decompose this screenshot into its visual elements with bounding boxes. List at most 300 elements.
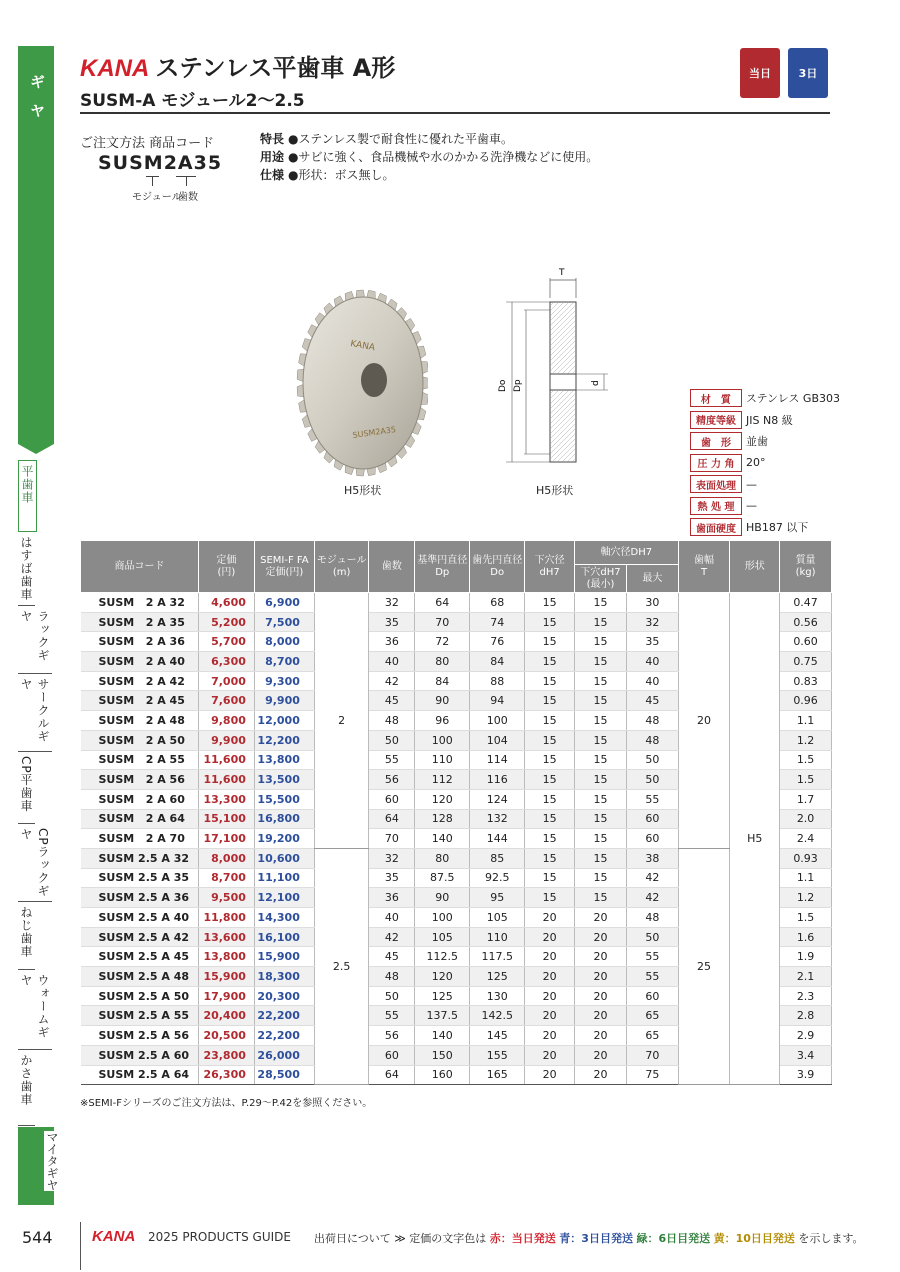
table-cell: 48	[626, 908, 678, 928]
table-cell: 95	[470, 888, 525, 908]
table-cell: 13,800	[198, 947, 254, 967]
table-cell: SUSM 2.5 A 40	[81, 908, 199, 928]
table-cell: 92.5	[470, 868, 525, 888]
table-cell: 20	[575, 1045, 627, 1065]
table-cell: 1.5	[780, 770, 832, 790]
table-cell: 20	[575, 1026, 627, 1046]
table-cell: 2.3	[780, 986, 832, 1006]
table-cell: 56	[369, 770, 415, 790]
table-cell: 20	[575, 947, 627, 967]
table-cell: 80	[415, 848, 470, 868]
table-cell: 20,300	[254, 986, 314, 1006]
table-cell: 65	[626, 1006, 678, 1026]
table-cell: 64	[369, 809, 415, 829]
legend-green: 緑：6日目発送	[636, 1232, 711, 1245]
table-cell: 20	[575, 967, 627, 987]
table-cell: 117.5	[470, 947, 525, 967]
table-cell: 165	[470, 1065, 525, 1085]
feature-row: 用途 ●サビに強く、食品機械や水のかかる洗浄機などに使用。	[260, 150, 599, 164]
order-module-label: モジュール	[132, 192, 182, 203]
table-cell: 1.5	[780, 750, 832, 770]
header-divider	[80, 112, 830, 114]
table-cell: 3.4	[780, 1045, 832, 1065]
table-cell: 15	[575, 888, 627, 908]
table-cell: 26,000	[254, 1045, 314, 1065]
table-cell: 16,800	[254, 809, 314, 829]
brand-logo: KANA	[80, 55, 150, 82]
table-cell: SUSM 2.5 A 64	[81, 1065, 199, 1085]
table-cell: 2.5	[314, 848, 369, 1084]
table-cell: 15	[575, 691, 627, 711]
sidebar-item-cp-rack[interactable]: CPラックギヤ	[18, 824, 52, 902]
table-cell: 7,500	[254, 612, 314, 632]
table-cell: SUSM 2.5 A 35	[81, 868, 199, 888]
table-cell: 15	[575, 730, 627, 750]
table-cell: 14,300	[254, 908, 314, 928]
table-cell: 20	[525, 967, 575, 987]
table-cell: 40	[369, 652, 415, 672]
table-cell: SUSM 2 A 45	[81, 691, 199, 711]
table-cell: 48	[369, 711, 415, 731]
th-semi: SEMI-F FA 定価(円)	[254, 541, 314, 593]
table-cell: SUSM 2 A 40	[81, 652, 199, 672]
module-tick-bar	[146, 176, 159, 177]
table-cell: 80	[415, 652, 470, 672]
table-cell: 130	[470, 986, 525, 1006]
th-do: 歯先円直径 Do	[470, 541, 525, 593]
table-cell: 11,800	[198, 908, 254, 928]
th-module: モジュール (m)	[314, 541, 369, 593]
table-cell: SUSM 2.5 A 50	[81, 986, 199, 1006]
spec-row: 材 質 ステンレス GB303	[690, 388, 840, 408]
table-cell: 9,900	[198, 730, 254, 750]
table-cell: 8,000	[254, 632, 314, 652]
table-cell: 7,000	[198, 671, 254, 691]
page-subtitle: SUSM-A モジュール2〜2.5	[80, 91, 305, 111]
table-cell: 9,800	[198, 711, 254, 731]
table-cell: 8,700	[254, 652, 314, 672]
table-cell: 20	[525, 1006, 575, 1026]
table-cell: 13,300	[198, 789, 254, 809]
table-cell: 28,500	[254, 1065, 314, 1085]
table-cell: 105	[415, 927, 470, 947]
table-cell: 48	[626, 711, 678, 731]
table-cell: 0.83	[780, 671, 832, 691]
table-cell: 50	[626, 770, 678, 790]
table-cell: 15	[525, 691, 575, 711]
table-cell: 55	[626, 789, 678, 809]
sidebar-item-worm[interactable]: ウォームギヤ	[18, 970, 52, 1050]
table-cell: 2.9	[780, 1026, 832, 1046]
table-cell: 1.5	[780, 908, 832, 928]
table-cell: SUSM 2.5 A 42	[81, 927, 199, 947]
table-cell: 1.7	[780, 789, 832, 809]
th-shaft-min: 下穴dH7 (最小)	[575, 565, 627, 593]
table-cell: 19,200	[254, 829, 314, 849]
table-cell: 45	[626, 691, 678, 711]
table-cell: 5,700	[198, 632, 254, 652]
table-cell: 2.4	[780, 829, 832, 849]
drawing-caption: H5形状	[536, 484, 574, 497]
table-cell: 155	[470, 1045, 525, 1065]
table-cell: SUSM 2 A 36	[81, 632, 199, 652]
table-cell: 76	[470, 632, 525, 652]
th-shaft: 軸穴径DH7	[575, 541, 679, 565]
title-text: ステンレス平歯車 A形	[155, 54, 396, 82]
table-cell: 20	[525, 1026, 575, 1046]
th-width: 歯幅 T	[678, 541, 730, 593]
table-cell: 60	[369, 1045, 415, 1065]
table-cell: 94	[470, 691, 525, 711]
sidebar-item-rack[interactable]: ラックギヤ	[18, 606, 52, 674]
gear-photo	[288, 288, 428, 478]
table-cell: 125	[415, 986, 470, 1006]
table-cell: 1.6	[780, 927, 832, 947]
table-cell: 17,100	[198, 829, 254, 849]
table-cell: SUSM 2.5 A 55	[81, 1006, 199, 1026]
table-cell: 125	[470, 967, 525, 987]
photo-caption: H5形状	[344, 484, 382, 497]
table-cell: 50	[369, 986, 415, 1006]
table-cell: 20	[525, 1065, 575, 1085]
table-cell: 55	[369, 750, 415, 770]
badge-same-day: 当日	[749, 67, 771, 80]
table-cell: SUSM 2 A 55	[81, 750, 199, 770]
table-cell: 50	[369, 730, 415, 750]
table-cell: 45	[369, 947, 415, 967]
table-cell: 1.9	[780, 947, 832, 967]
table-cell: 2.8	[780, 1006, 832, 1026]
table-cell: 15	[575, 652, 627, 672]
th-code: 商品コード	[81, 541, 199, 593]
table-cell: 15	[575, 809, 627, 829]
table-cell: 13,500	[254, 770, 314, 790]
table-cell: 15	[525, 612, 575, 632]
spec-row: 歯 形 並歯	[690, 431, 840, 451]
table-cell: 15	[575, 632, 627, 652]
product-table-body	[81, 593, 832, 1085]
footer-shipping-legend: 出荷日について ≫ 定価の文字色は 赤：当日発送 青：3日目発送 緑：6日目発送 黄：10日目発送 を示します。	[314, 1232, 864, 1245]
table-cell: 60	[626, 986, 678, 1006]
table-cell: 6,900	[254, 593, 314, 613]
teeth-tick	[186, 176, 187, 186]
table-cell: 15	[525, 848, 575, 868]
table-cell: 40	[626, 671, 678, 691]
page-title	[80, 48, 395, 83]
table-cell: 35	[369, 868, 415, 888]
table-cell: SUSM 2.5 A 32	[81, 848, 199, 868]
table-cell: 20	[575, 1006, 627, 1026]
sidebar-item-miter[interactable]: マイタギヤ	[45, 1131, 59, 1191]
table-cell: 9,500	[198, 888, 254, 908]
table-cell: 0.93	[780, 848, 832, 868]
table-cell: 11,600	[198, 750, 254, 770]
table-cell: 0.47	[780, 593, 832, 613]
table-cell: 36	[369, 632, 415, 652]
table-cell: 15	[575, 848, 627, 868]
table-cell: 15	[525, 711, 575, 731]
table-cell: 15	[525, 868, 575, 888]
table-cell: 1.2	[780, 730, 832, 750]
table-cell: 2	[314, 593, 369, 849]
table-cell: 15	[525, 632, 575, 652]
dim-do-label: Do	[498, 379, 508, 392]
legend-yellow: 黄：10日目発送	[713, 1232, 795, 1245]
table-cell: 90	[415, 691, 470, 711]
table-cell: SUSM 2.5 A 45	[81, 947, 199, 967]
table-cell: 55	[626, 947, 678, 967]
table-cell: 1.2	[780, 888, 832, 908]
table-cell: 96	[415, 711, 470, 731]
legend-red: 赤：当日発送	[489, 1232, 556, 1245]
table-cell: 15	[525, 671, 575, 691]
sidebar-item-circle[interactable]: サークルギヤ	[18, 674, 52, 752]
order-teeth-label: 歯数	[178, 192, 198, 203]
table-cell: 12,100	[254, 888, 314, 908]
table-cell: 50	[626, 750, 678, 770]
table-cell: 20	[525, 947, 575, 967]
table-cell: 15	[575, 829, 627, 849]
table-cell: 26,300	[198, 1065, 254, 1085]
table-cell: 120	[415, 789, 470, 809]
table-cell: SUSM 2 A 32	[81, 593, 199, 613]
table-cell: 15	[575, 750, 627, 770]
order-method-label: ご注文方法 商品コード	[80, 136, 215, 151]
sidebar-item-miter-block[interactable]	[18, 1127, 59, 1205]
table-cell: 4,600	[198, 593, 254, 613]
th-mass: 質量 (kg)	[780, 541, 832, 593]
table-cell: 145	[470, 1026, 525, 1046]
footer-brand-logo: KANA	[92, 1228, 136, 1245]
table-cell: 15	[525, 770, 575, 790]
table-cell: 15,900	[254, 947, 314, 967]
th-price: 定価 (円)	[198, 541, 254, 593]
table-cell: 2.1	[780, 967, 832, 987]
module-tick	[152, 176, 153, 186]
table-cell: 9,300	[254, 671, 314, 691]
table-cell: 20	[575, 1065, 627, 1085]
table-cell: 15	[525, 809, 575, 829]
table-cell: 15	[525, 593, 575, 613]
table-cell: 105	[470, 908, 525, 928]
table-cell: 32	[626, 612, 678, 632]
table-cell: SUSM 2 A 35	[81, 612, 199, 632]
table-cell: 88	[470, 671, 525, 691]
table-cell: 87.5	[415, 868, 470, 888]
table-cell: 1.1	[780, 711, 832, 731]
table-cell: 8,000	[198, 848, 254, 868]
sidebar-item-cp-spur[interactable]: CP平歯車	[18, 752, 35, 824]
table-cell: 100	[415, 730, 470, 750]
table-cell: 68	[470, 593, 525, 613]
table-cell: 124	[470, 789, 525, 809]
table-cell: 140	[415, 1026, 470, 1046]
table-cell: 56	[369, 1026, 415, 1046]
semi-f-note: ※SEMI-Fシリーズのご注文方法は、P.29〜P.42を参照ください。	[80, 1098, 373, 1109]
table-cell: 36	[369, 888, 415, 908]
feature-row: 特長 ●ステンレス製で耐食性に優れた平歯車。	[260, 132, 513, 146]
table-cell: 0.56	[780, 612, 832, 632]
legend-blue: 青：3日目発送	[559, 1232, 633, 1245]
feature-row: 仕様 ●形状：ボス無し。	[260, 168, 395, 182]
th-bore: 下穴径 dH7	[525, 541, 575, 593]
table-cell: 15	[575, 711, 627, 731]
table-cell: 84	[415, 671, 470, 691]
table-cell: 42	[626, 868, 678, 888]
table-cell: 128	[415, 809, 470, 829]
table-cell: 20,500	[198, 1026, 254, 1046]
table-cell: 20	[575, 986, 627, 1006]
footer-divider	[80, 1222, 81, 1270]
table-cell: 55	[369, 1006, 415, 1026]
table-cell: 75	[626, 1065, 678, 1085]
table-cell: 25	[678, 848, 730, 1084]
table-cell: 48	[369, 967, 415, 987]
table-cell: 160	[415, 1065, 470, 1085]
table-cell: 6,300	[198, 652, 254, 672]
table-cell: 15	[525, 829, 575, 849]
sidebar-item-spur[interactable]: 平歯車	[18, 460, 37, 532]
table-cell: 114	[470, 750, 525, 770]
spec-row: 圧 力 角 20°	[690, 453, 840, 473]
table-cell: 144	[470, 829, 525, 849]
table-cell: 5,200	[198, 612, 254, 632]
gear-drawing	[496, 262, 616, 472]
table-row	[81, 593, 832, 613]
sidebar-category	[18, 46, 54, 444]
sidebar-arrow	[18, 444, 54, 454]
table-cell: 15	[575, 612, 627, 632]
table-cell: 20	[678, 593, 730, 849]
spec-row: 熱 処 理 —	[690, 496, 840, 516]
table-cell: 18,300	[254, 967, 314, 987]
table-cell: SUSM 2.5 A 60	[81, 1045, 199, 1065]
table-cell: 0.60	[780, 632, 832, 652]
table-cell: 15	[525, 750, 575, 770]
table-cell: 7,600	[198, 691, 254, 711]
table-cell: 112	[415, 770, 470, 790]
spec-row: 表面処理 —	[690, 474, 840, 494]
table-cell: SUSM 2.5 A 48	[81, 967, 199, 987]
same-day-truck-icon	[740, 48, 780, 98]
table-cell: 32	[369, 593, 415, 613]
table-cell: 1.1	[780, 868, 832, 888]
table-cell: 15	[525, 652, 575, 672]
table-cell: 90	[415, 888, 470, 908]
gear-bore	[361, 363, 387, 397]
table-cell: 142.5	[470, 1006, 525, 1026]
dim-t-label: T	[559, 268, 565, 278]
table-cell: 16,100	[254, 927, 314, 947]
table-cell: SUSM 2 A 70	[81, 829, 199, 849]
table-cell: 20	[525, 927, 575, 947]
table-cell: 32	[369, 848, 415, 868]
table-cell: 15	[575, 770, 627, 790]
table-cell: 74	[470, 612, 525, 632]
table-cell: 70	[626, 1045, 678, 1065]
table-cell: 85	[470, 848, 525, 868]
table-cell: 48	[626, 730, 678, 750]
table-cell: 132	[470, 809, 525, 829]
table-cell: 15	[525, 888, 575, 908]
table-cell: 64	[369, 1065, 415, 1085]
table-cell: 60	[626, 829, 678, 849]
table-cell: 15	[575, 789, 627, 809]
table-cell: 20	[525, 986, 575, 1006]
table-cell: 22,200	[254, 1006, 314, 1026]
table-cell: 2.0	[780, 809, 832, 829]
page-number: 544	[22, 1228, 53, 1247]
table-cell: 11,600	[198, 770, 254, 790]
table-cell: SUSM 2 A 50	[81, 730, 199, 750]
table-cell: 100	[470, 711, 525, 731]
badge-3day: 3日	[798, 67, 818, 80]
table-row	[81, 848, 832, 868]
table-cell: 10,600	[254, 848, 314, 868]
spec-row: 歯面硬度 HB187 以下	[690, 517, 840, 537]
table-cell: 140	[415, 829, 470, 849]
table-cell: 42	[369, 671, 415, 691]
table-cell: 72	[415, 632, 470, 652]
table-cell: SUSM 2 A 42	[81, 671, 199, 691]
table-cell: 0.75	[780, 652, 832, 672]
table-cell: 65	[626, 1026, 678, 1046]
table-cell: 20	[525, 1045, 575, 1065]
three-day-truck-icon	[788, 48, 828, 98]
table-cell: 20,400	[198, 1006, 254, 1026]
table-cell: 0.96	[780, 691, 832, 711]
table-cell: 60	[626, 809, 678, 829]
sidebar-category-label: ギヤ	[28, 74, 46, 132]
sidebar-item-helical[interactable]: はすば歯車	[18, 532, 35, 606]
spec-table	[690, 388, 840, 539]
teeth-tick-bar	[176, 176, 196, 177]
sidebar-item-screw[interactable]: ねじ歯車	[18, 902, 35, 970]
th-shaft-max: 最大	[626, 565, 678, 593]
table-cell: 35	[626, 632, 678, 652]
table-cell: 64	[415, 593, 470, 613]
sidebar-item-bevel[interactable]: かさ歯車	[18, 1050, 35, 1126]
product-table	[80, 540, 832, 1085]
table-cell: 15	[575, 593, 627, 613]
table-cell: 30	[626, 593, 678, 613]
table-cell: 70	[369, 829, 415, 849]
table-cell: 45	[369, 691, 415, 711]
table-cell: 38	[626, 848, 678, 868]
table-cell: 20	[575, 908, 627, 928]
table-cell: 42	[626, 888, 678, 908]
table-cell: 120	[415, 967, 470, 987]
table-cell: 17,900	[198, 986, 254, 1006]
table-cell: SUSM 2 A 64	[81, 809, 199, 829]
table-cell: 20	[525, 908, 575, 928]
table-cell: 12,200	[254, 730, 314, 750]
gear-code-stamp: SUSM2A35	[352, 424, 397, 440]
table-cell: 110	[470, 927, 525, 947]
table-cell: 100	[415, 908, 470, 928]
table-cell: 137.5	[415, 1006, 470, 1026]
table-cell: 3.9	[780, 1065, 832, 1085]
table-cell: 13,600	[198, 927, 254, 947]
table-cell: SUSM 2.5 A 36	[81, 888, 199, 908]
table-cell: SUSM 2 A 60	[81, 789, 199, 809]
table-cell: 35	[369, 612, 415, 632]
table-cell: 15,900	[198, 967, 254, 987]
table-cell: SUSM 2 A 56	[81, 770, 199, 790]
table-cell: 110	[415, 750, 470, 770]
table-cell: 11,100	[254, 868, 314, 888]
table-cell: 13,800	[254, 750, 314, 770]
